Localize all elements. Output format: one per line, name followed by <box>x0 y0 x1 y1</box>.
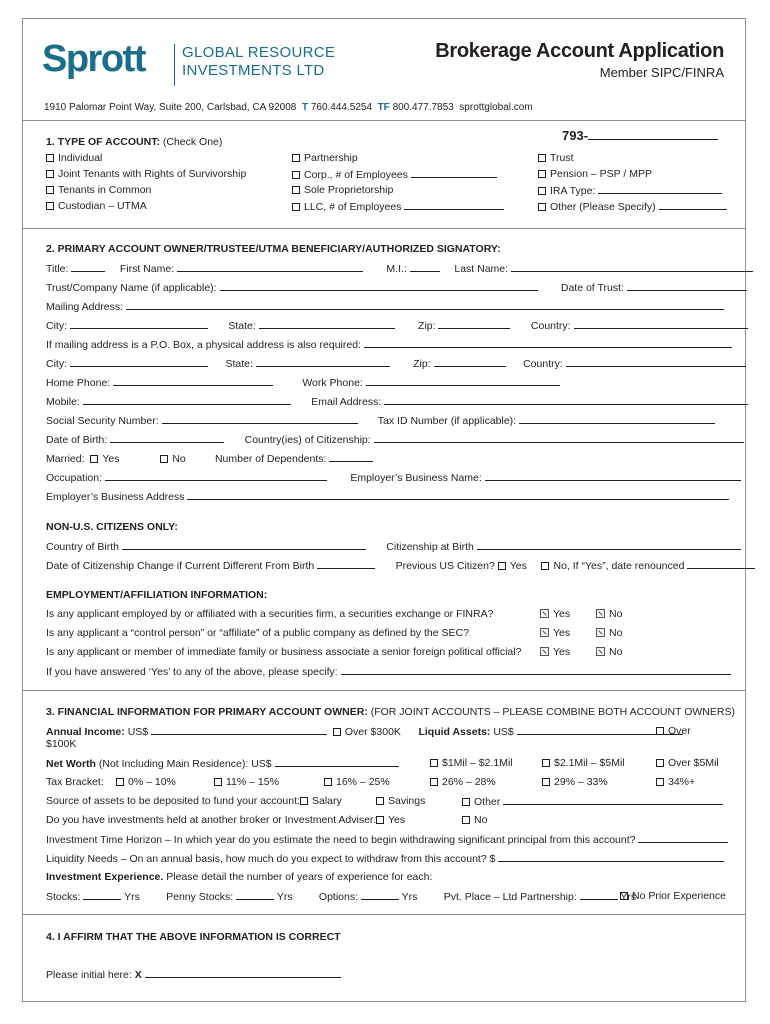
initial-field[interactable] <box>145 968 341 978</box>
row-occupation: Occupation: Employer’s Business Name: <box>46 471 741 484</box>
specify-field[interactable] <box>341 665 731 675</box>
time-horizon-field[interactable] <box>638 833 728 843</box>
date-renounced-field[interactable] <box>687 559 755 569</box>
physical-address-field[interactable] <box>364 338 732 348</box>
row-time-horizon: Investment Time Horizon – In which year do you estimate the need to begin withdrawing significant principal from this account? <box>46 833 728 846</box>
title-field[interactable] <box>71 262 105 272</box>
state-field-2[interactable] <box>256 357 390 367</box>
state-field[interactable] <box>259 319 395 329</box>
city-field-2[interactable] <box>70 357 208 367</box>
section1-rule <box>23 228 745 229</box>
nw-1-2mil-checkbox[interactable]: $1Mil – $2.1Mil <box>430 757 513 769</box>
logo-divider <box>174 44 175 86</box>
dob-field[interactable] <box>110 433 224 443</box>
section2-rule <box>23 690 745 691</box>
employment-heading: EMPLOYMENT/AFFILIATION INFORMATION: <box>46 589 268 601</box>
section2-heading: 2. PRIMARY ACCOUNT OWNER/TRUSTEE/UTMA BENEFICIARY/AUTHORIZED SIGNATORY: <box>46 243 501 255</box>
row-specify: If you have answered ‘Yes’ to any of the above, please specify: <box>46 665 731 678</box>
row-citizenship-change: Date of Citizenship Change if Current Different From Birth Previous US Citizen? Yes No, If “Yes”, date renounced <box>46 559 755 572</box>
mailing-address-field[interactable] <box>126 300 724 310</box>
q3-no-checkbox[interactable]: No <box>596 646 622 658</box>
section1-heading: 1. TYPE OF ACCOUNT: (Check One) <box>46 136 223 148</box>
other-broker-no-checkbox[interactable]: No <box>462 814 487 826</box>
row-country-birth: Country of Birth Citizenship at Birth <box>46 540 741 553</box>
row-experience-fields: Stocks: Yrs Penny Stocks: Yrs Options: Yrs Pvt. Place – Ltd Partnership: Yrs <box>46 891 637 903</box>
company-address-line <box>44 102 533 113</box>
source-salary-checkbox[interactable]: Salary <box>300 795 342 807</box>
country-field-2[interactable] <box>566 357 746 367</box>
header-rule <box>23 120 745 121</box>
last-name-field[interactable] <box>511 262 753 272</box>
net-worth-field[interactable] <box>275 757 399 767</box>
citizenship-birth-field[interactable] <box>477 540 741 550</box>
employment-q1: Is any applicant employed by or affiliated with a securities firm, a securities exchange or FINRA? <box>46 608 494 620</box>
tollfree-label: TF <box>377 102 390 113</box>
employment-q2: Is any applicant a “control person” or “affiliate” of a public company as defined by the SEC? <box>46 627 469 639</box>
document-title: Brokerage Account Application <box>435 40 724 62</box>
zip-field[interactable] <box>438 319 510 329</box>
liquidity-field[interactable] <box>498 852 724 862</box>
date-of-trust-field[interactable] <box>627 281 747 291</box>
row-initial: Please initial here: X <box>46 968 341 981</box>
previous-us-yes-checkbox[interactable] <box>498 562 506 570</box>
work-phone-field[interactable] <box>366 376 560 386</box>
q3-yes-checkbox[interactable]: Yes <box>540 646 570 658</box>
tax-0-10-checkbox[interactable]: 0% – 10% <box>116 776 176 788</box>
city-field[interactable] <box>70 319 208 329</box>
tax-34-plus-checkbox[interactable]: 34%+ <box>656 776 695 788</box>
member-line: Member SIPC/FINRA <box>599 65 724 80</box>
penny-years-field[interactable] <box>236 890 274 900</box>
married-yes-checkbox[interactable] <box>90 455 98 463</box>
checkbox-llc[interactable]: LLC, # of Employees <box>292 200 504 213</box>
zip-field-2[interactable] <box>434 357 506 367</box>
website: sprottglobal.com <box>459 102 533 113</box>
liquid-over-100k-label: $100K <box>46 738 77 750</box>
email-field[interactable] <box>384 395 748 405</box>
sprott-logo: Sprott <box>42 38 145 80</box>
logo-tagline-line1: GLOBAL RESOURCE <box>182 44 336 61</box>
row-liquidity: Liquidity Needs – On an annual basis, how much do you expect to withdraw from this account? $ <box>46 852 724 865</box>
tax-29-33-checkbox[interactable]: 29% – 33% <box>542 776 608 788</box>
options-years-field[interactable] <box>361 890 399 900</box>
married-no-checkbox[interactable] <box>160 455 168 463</box>
tax-id-field[interactable] <box>519 414 715 424</box>
employer-name-field[interactable] <box>485 471 741 481</box>
source-savings-checkbox[interactable]: Savings <box>376 795 425 807</box>
row-experience: Investment Experience. Please detail the number of years of experience for each: <box>46 871 433 883</box>
row-employer-address: Employer’s Business Address <box>46 490 729 503</box>
row-net-worth: Net Worth (Not Including Main Residence): US$ <box>46 757 399 770</box>
checkbox-partnership[interactable]: Partnership <box>292 152 358 164</box>
checkbox-pension[interactable]: Pension – PSP / MPP <box>538 168 652 180</box>
checkbox-individual[interactable]: Individual <box>46 152 102 164</box>
previous-us-no-checkbox[interactable] <box>541 562 549 570</box>
source-label: Source of assets to be deposited to fund your account: <box>46 795 300 807</box>
row-married: Married: Yes No Number of Dependents: <box>46 452 373 465</box>
section4-heading: 4. I AFFIRM THAT THE ABOVE INFORMATION IS CORRECT <box>46 931 341 943</box>
row-phones: Home Phone: Work Phone: <box>46 376 560 389</box>
q2-no-checkbox[interactable]: No <box>596 627 622 639</box>
no-prior-experience-checkbox[interactable]: No Prior Experience <box>620 890 726 902</box>
income-over-300k-checkbox[interactable] <box>333 728 341 736</box>
nw-2-5mil-checkbox[interactable]: $2.1Mil – $5Mil <box>542 757 625 769</box>
other-broker-yes-checkbox[interactable]: Yes <box>376 814 405 826</box>
source-other-checkbox[interactable]: Other <box>462 795 723 808</box>
nw-over-5mil-checkbox[interactable]: Over $5Mil <box>656 757 719 769</box>
row-dob: Date of Birth: Country(ies) of Citizenship: <box>46 433 744 446</box>
checkbox-sole-proprietorship[interactable]: Sole Proprietorship <box>292 184 393 196</box>
row-name: Title: First Name: M.I.: Last Name: <box>46 262 753 275</box>
country-field[interactable] <box>574 319 748 329</box>
pvt-years-field[interactable] <box>580 890 618 900</box>
checkbox-joint-tenants[interactable]: Joint Tenants with Rights of Survivorship <box>46 168 246 180</box>
stocks-years-field[interactable] <box>83 890 121 900</box>
checkbox-tenants-common[interactable]: Tenants in Common <box>46 184 151 196</box>
dependents-field[interactable] <box>329 452 373 462</box>
row-po-box: If mailing address is a P.O. Box, a physical address is also required: <box>46 338 732 351</box>
q1-no-checkbox[interactable]: No <box>596 608 622 620</box>
mi-field[interactable] <box>410 262 440 272</box>
row-city-2: City: State: Zip: Country: <box>46 357 746 370</box>
first-name-field[interactable] <box>177 262 363 272</box>
tollfree-number: 800.477.7853 <box>392 102 454 113</box>
street-address: 1910 Palomar Point Way, Suite 200, Carlsbad, CA 92008 <box>44 102 297 113</box>
section3-rule <box>23 914 745 915</box>
non-us-heading: NON-U.S. CITIZENS ONLY: <box>46 521 178 533</box>
checkbox-ira-type[interactable]: IRA Type: <box>538 184 722 197</box>
row-trust: Trust/Company Name (if applicable): Date of Trust: <box>46 281 747 294</box>
row-ssn: Social Security Number: Tax ID Number (if applicable): <box>46 414 715 427</box>
tax-11-15-checkbox[interactable]: 11% – 15% <box>214 776 279 788</box>
checkbox-other-specify[interactable]: Other (Please Specify) <box>538 200 727 213</box>
citizenship-change-field[interactable] <box>317 559 375 569</box>
annual-income-field[interactable] <box>151 725 327 735</box>
row-mailing: Mailing Address: <box>46 300 724 313</box>
employment-q3: Is any applicant or member of immediate family or business associate a senior foreign political official? <box>46 646 522 658</box>
row-mobile: Mobile: Email Address: <box>46 395 748 408</box>
phone-label: T <box>301 102 309 113</box>
other-broker-label: Do you have investments held at another broker or Investment Adviser: <box>46 814 377 826</box>
occupation-field[interactable] <box>105 471 327 481</box>
liquid-over-checkbox[interactable]: Over <box>656 725 691 737</box>
tax-bracket-label: Tax Bracket: <box>46 776 104 788</box>
employer-address-field[interactable] <box>187 490 729 500</box>
tax-26-28-checkbox[interactable]: 26% – 28% <box>430 776 496 788</box>
mobile-field[interactable] <box>83 395 291 405</box>
q1-yes-checkbox[interactable]: Yes <box>540 608 570 620</box>
tax-16-25-checkbox[interactable]: 16% – 25% <box>324 776 390 788</box>
checkbox-custodian-utma[interactable]: Custodian – UTMA <box>46 200 147 212</box>
country-birth-field[interactable] <box>122 540 366 550</box>
citizenship-field[interactable] <box>374 433 744 443</box>
q2-yes-checkbox[interactable]: Yes <box>540 627 570 639</box>
phone-number: 760.444.5254 <box>310 102 372 113</box>
account-number[interactable]: 793- <box>562 130 718 142</box>
logo-tagline-line2: INVESTMENTS LTD <box>182 62 325 79</box>
ssn-field[interactable] <box>162 414 358 424</box>
row-annual-income: Annual Income: US$ Over $300K Liquid Assets: US$ <box>46 725 683 738</box>
section3-heading: 3. FINANCIAL INFORMATION FOR PRIMARY ACCOUNT OWNER: (FOR JOINT ACCOUNTS – PLEASE COMBINE BOTH ACCOUNT OWNERS) <box>46 706 735 718</box>
checkbox-corp[interactable]: Corp., # of Employees <box>292 168 497 181</box>
trust-name-field[interactable] <box>220 281 538 291</box>
checkbox-trust[interactable]: Trust <box>538 152 574 164</box>
row-city-1: City: State: Zip: Country: <box>46 319 748 332</box>
home-phone-field[interactable] <box>113 376 273 386</box>
